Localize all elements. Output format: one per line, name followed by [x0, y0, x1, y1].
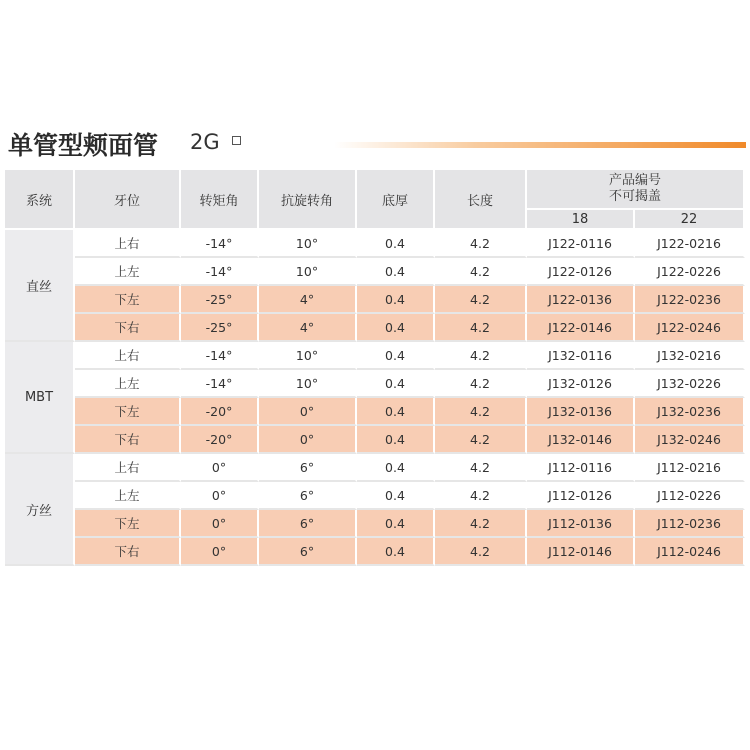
table-row [5, 454, 745, 482]
torque-cell: 0° [181, 454, 259, 482]
tooth-cell: 上右 [75, 230, 181, 258]
code-18-cell: J132-0136 [527, 398, 635, 426]
code-22-cell: J132-0236 [635, 398, 745, 426]
base-cell: 0.4 [357, 482, 435, 510]
length-cell: 4.2 [435, 398, 527, 426]
rotation-cell: 4° [259, 314, 357, 342]
torque-cell: -14° [181, 230, 259, 258]
code-18-cell: J112-0126 [527, 482, 635, 510]
header-col-22: 22 [635, 210, 745, 230]
header-product-code-line2: 不可揭盖 [609, 189, 662, 204]
code-22-cell: J112-0236 [635, 510, 745, 538]
length-cell: 4.2 [435, 370, 527, 398]
length-cell: 4.2 [435, 426, 527, 454]
code-18-cell: J122-0136 [527, 286, 635, 314]
header-product-code-line1: 产品编号 [609, 173, 662, 188]
base-cell: 0.4 [357, 454, 435, 482]
code-18-cell: J132-0146 [527, 426, 635, 454]
code-22-cell: J112-0216 [635, 454, 745, 482]
tooth-cell: 上右 [75, 454, 181, 482]
base-cell: 0.4 [357, 314, 435, 342]
page-subtitle: 2G [190, 130, 220, 154]
code-18-cell: J122-0146 [527, 314, 635, 342]
table-row [5, 482, 745, 510]
system-group-cell: 直丝 [5, 230, 75, 342]
rotation-cell: 6° [259, 482, 357, 510]
rotation-cell: 10° [259, 370, 357, 398]
torque-cell: -20° [181, 426, 259, 454]
base-cell: 0.4 [357, 538, 435, 566]
header-base: 底厚 [357, 170, 435, 230]
torque-cell: 0° [181, 510, 259, 538]
base-cell: 0.4 [357, 510, 435, 538]
tooth-cell: 下左 [75, 286, 181, 314]
length-cell: 4.2 [435, 258, 527, 286]
base-cell: 0.4 [357, 426, 435, 454]
tooth-cell: 下左 [75, 510, 181, 538]
header-tooth: 牙位 [75, 170, 181, 230]
accent-gradient-bar [334, 142, 746, 148]
tooth-cell: 下右 [75, 538, 181, 566]
code-18-cell: J132-0116 [527, 342, 635, 370]
table-header [5, 170, 745, 230]
system-group-cell: 方丝 [5, 454, 75, 566]
rotation-cell: 4° [259, 286, 357, 314]
torque-cell: -14° [181, 342, 259, 370]
tooth-cell: 上右 [75, 342, 181, 370]
code-22-cell: J132-0226 [635, 370, 745, 398]
code-18-cell: J122-0116 [527, 230, 635, 258]
tooth-cell: 下左 [75, 398, 181, 426]
code-22-cell: J122-0236 [635, 286, 745, 314]
length-cell: 4.2 [435, 482, 527, 510]
table-row [5, 538, 745, 566]
tooth-cell: 上左 [75, 370, 181, 398]
table-row [5, 370, 745, 398]
torque-cell: -14° [181, 258, 259, 286]
rotation-cell: 6° [259, 454, 357, 482]
base-cell: 0.4 [357, 230, 435, 258]
length-cell: 4.2 [435, 314, 527, 342]
rotation-cell: 10° [259, 258, 357, 286]
header-length: 长度 [435, 170, 527, 230]
length-cell: 4.2 [435, 510, 527, 538]
page-title: 单管型颊面管 [8, 131, 159, 160]
code-22-cell: J132-0246 [635, 426, 745, 454]
base-cell: 0.4 [357, 370, 435, 398]
code-22-cell: J122-0216 [635, 230, 745, 258]
header-system: 系统 [5, 170, 75, 230]
square-icon [232, 136, 241, 145]
length-cell: 4.2 [435, 454, 527, 482]
header-rotation: 抗旋转角 [259, 170, 357, 230]
code-18-cell: J122-0126 [527, 258, 635, 286]
code-22-cell: J112-0246 [635, 538, 745, 566]
table-row [5, 398, 745, 426]
torque-cell: 0° [181, 538, 259, 566]
rotation-cell: 0° [259, 398, 357, 426]
length-cell: 4.2 [435, 538, 527, 566]
rotation-cell: 10° [259, 230, 357, 258]
tooth-cell: 下右 [75, 314, 181, 342]
code-18-cell: J112-0116 [527, 454, 635, 482]
table-row [5, 426, 745, 454]
table-row [5, 258, 745, 286]
table-row [5, 510, 745, 538]
base-cell: 0.4 [357, 258, 435, 286]
code-22-cell: J132-0216 [635, 342, 745, 370]
base-cell: 0.4 [357, 286, 435, 314]
table-row [5, 286, 745, 314]
code-18-cell: J112-0146 [527, 538, 635, 566]
page-header [4, 120, 746, 168]
code-22-cell: J122-0246 [635, 314, 745, 342]
torque-cell: -20° [181, 398, 259, 426]
torque-cell: -25° [181, 286, 259, 314]
rotation-cell: 10° [259, 342, 357, 370]
length-cell: 4.2 [435, 342, 527, 370]
rotation-cell: 6° [259, 510, 357, 538]
spec-table [5, 170, 745, 566]
code-18-cell: J112-0136 [527, 510, 635, 538]
tooth-cell: 下右 [75, 426, 181, 454]
table-row [5, 314, 745, 342]
table-body [5, 230, 745, 566]
code-22-cell: J122-0226 [635, 258, 745, 286]
header-col-18: 18 [527, 210, 635, 230]
table-row [5, 230, 745, 258]
table-row [5, 342, 745, 370]
rotation-cell: 6° [259, 538, 357, 566]
code-18-cell: J132-0126 [527, 370, 635, 398]
header-torque: 转矩角 [181, 170, 259, 230]
tooth-cell: 上左 [75, 258, 181, 286]
code-22-cell: J112-0226 [635, 482, 745, 510]
torque-cell: -25° [181, 314, 259, 342]
header-product-code [527, 170, 745, 210]
system-group-cell: MBT [5, 342, 75, 454]
base-cell: 0.4 [357, 398, 435, 426]
length-cell: 4.2 [435, 286, 527, 314]
base-cell: 0.4 [357, 342, 435, 370]
torque-cell: -14° [181, 370, 259, 398]
torque-cell: 0° [181, 482, 259, 510]
tooth-cell: 上左 [75, 482, 181, 510]
length-cell: 4.2 [435, 230, 527, 258]
rotation-cell: 0° [259, 426, 357, 454]
